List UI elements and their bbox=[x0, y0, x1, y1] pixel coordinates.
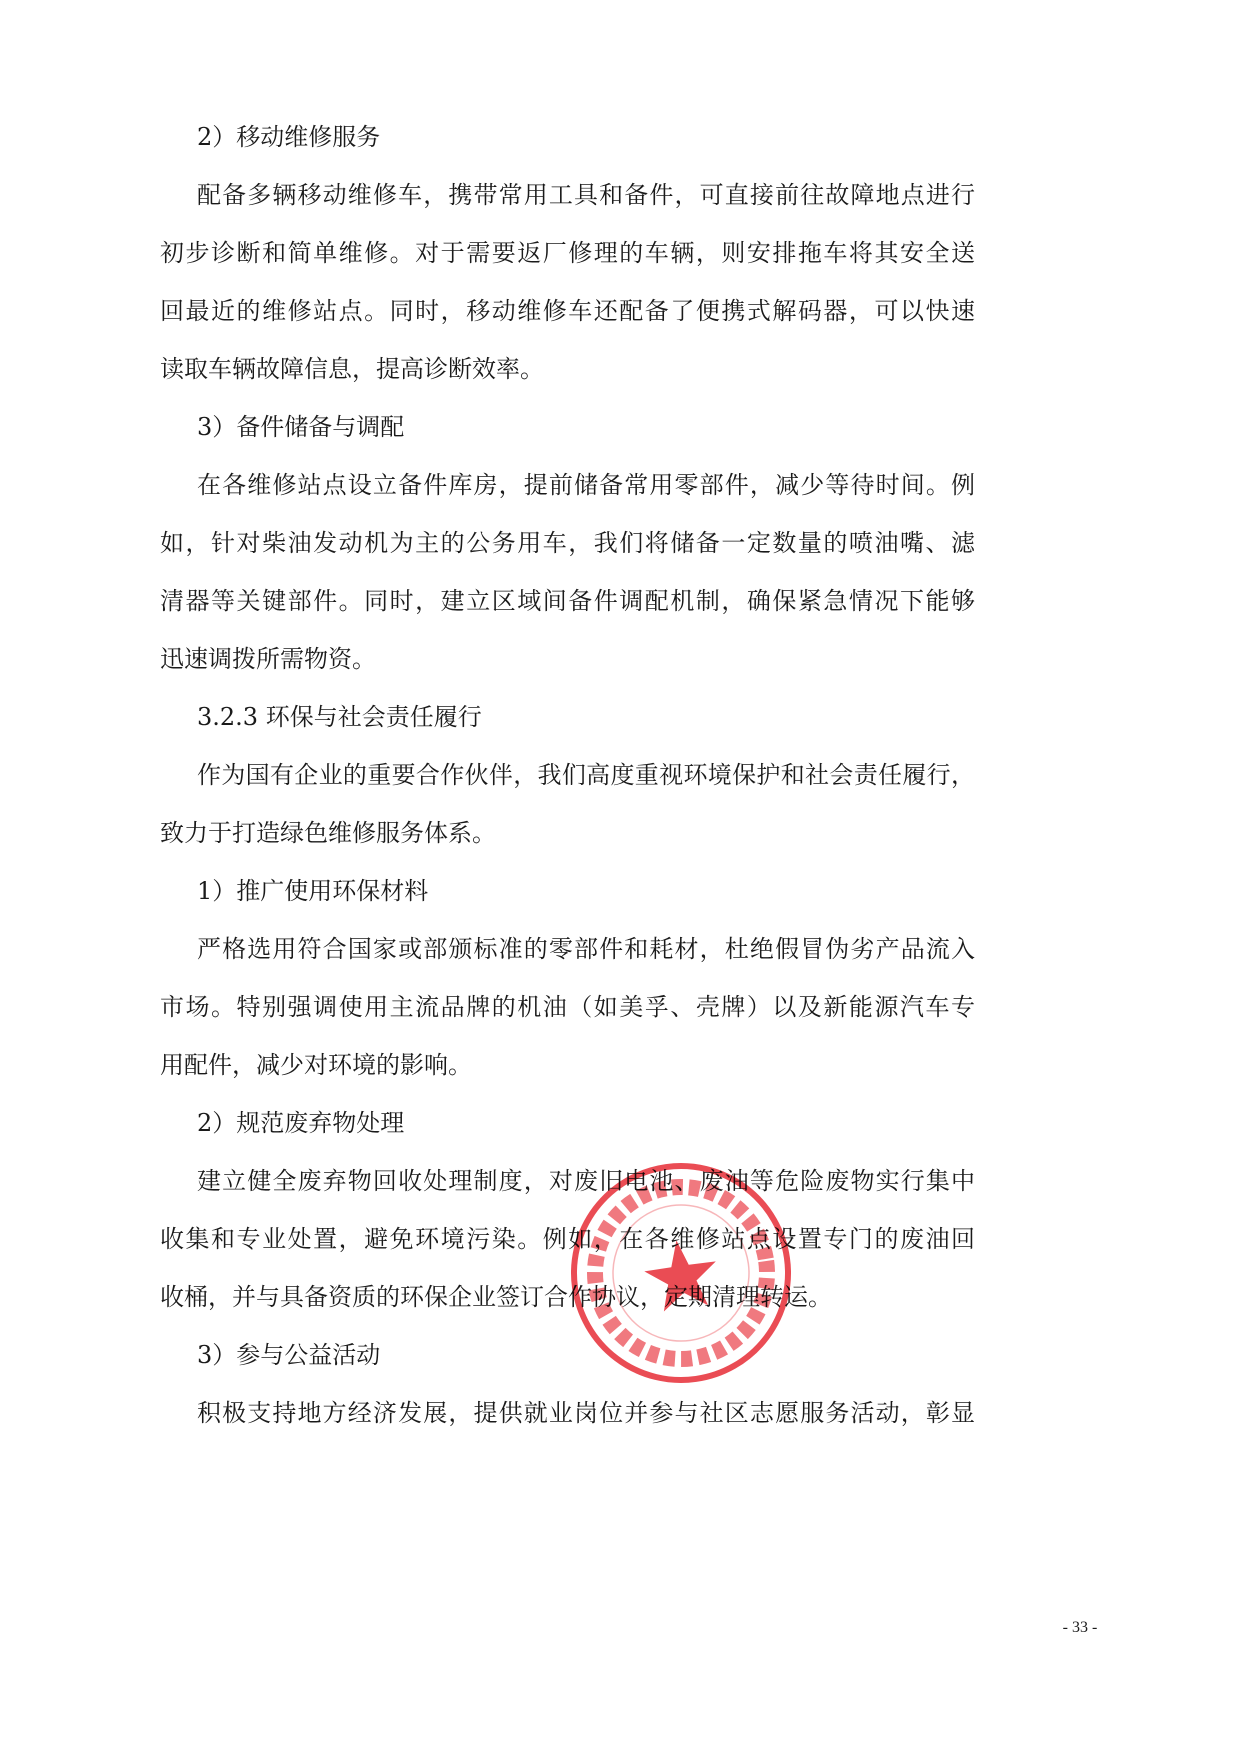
paragraph-line: 用配件，减少对环境的影响。 bbox=[160, 1051, 472, 1079]
paragraph-line: 配备多辆移动维修车，携带常用工具和备件，可直接前往故障地点进行 bbox=[197, 181, 975, 209]
heading-waste-handling: 2）规范废弃物处理 bbox=[197, 1109, 405, 1137]
paragraph-line: 建立健全废弃物回收处理制度，对废旧电池、废油等危险废物实行集中 bbox=[197, 1167, 975, 1195]
paragraph-line: 清器等关键部件。同时，建立区域间备件调配机制，确保紧急情况下能够 bbox=[160, 587, 975, 615]
paragraph-line: 收桶，并与具备资质的环保企业签订合作协议，定期清理转运。 bbox=[160, 1283, 832, 1311]
paragraph-line: 如，针对柴油发动机为主的公务用车，我们将储备一定数量的喷油嘴、滤 bbox=[160, 529, 975, 557]
paragraph-line: 回最近的维修站点。同时，移动维修车还配备了便携式解码器，可以快速 bbox=[160, 297, 975, 325]
paragraph-line: 严格选用符合国家或部颁标准的零部件和耗材，杜绝假冒伪劣产品流入 bbox=[197, 935, 975, 963]
paragraph-line: 积极支持地方经济发展，提供就业岗位并参与社区志愿服务活动，彰显 bbox=[197, 1399, 975, 1427]
official-seal bbox=[551, 1143, 811, 1403]
heading-parts-reserve: 3）备件储备与调配 bbox=[197, 413, 405, 441]
heading-charity: 3）参与公益活动 bbox=[197, 1341, 381, 1369]
paragraph-line: 读取车辆故障信息，提高诊断效率。 bbox=[160, 355, 544, 383]
section-heading-environment: 3.2.3 环保与社会责任履行 bbox=[197, 703, 482, 731]
paragraph-line: 致力于打造绿色维修服务体系。 bbox=[160, 819, 496, 847]
paragraph-line: 在各维修站点设立备件库房，提前储备常用零部件，减少等待时间。例 bbox=[197, 471, 975, 499]
paragraph-line: 收集和专业处置，避免环境污染。例如，在各维修站点设置专门的废油回 bbox=[160, 1225, 975, 1253]
paragraph-line: 作为国有企业的重要合作伙伴，我们高度重视环境保护和社会责任履行， bbox=[197, 761, 975, 789]
page-number: - 33 - bbox=[1062, 1619, 1098, 1636]
paragraph-line: 迅速调拨所需物资。 bbox=[160, 645, 376, 673]
heading-eco-materials: 1）推广使用环保材料 bbox=[197, 877, 429, 905]
heading-mobile-repair: 2）移动维修服务 bbox=[197, 123, 381, 151]
paragraph-line: 市场。特别强调使用主流品牌的机油（如美孚、壳牌）以及新能源汽车专 bbox=[160, 993, 975, 1021]
paragraph-line: 初步诊断和简单维修。对于需要返厂修理的车辆，则安排拖车将其安全送 bbox=[160, 239, 975, 267]
seal-star-icon bbox=[641, 1235, 722, 1313]
